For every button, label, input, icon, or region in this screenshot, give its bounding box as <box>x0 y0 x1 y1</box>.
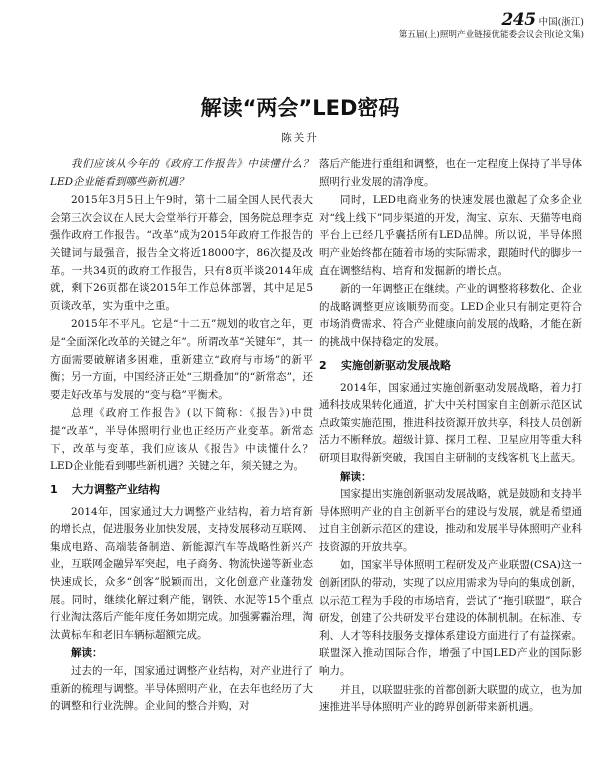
article-author: 陈关升 <box>281 132 319 144</box>
section-title: 实施创新驱动发展战略 <box>341 358 451 372</box>
article-title: 解读“两会”LED密码 <box>200 96 400 120</box>
section-number: 1 <box>50 482 58 496</box>
body-paragraph: 2015年3月5日上午9时，第十二届全国人民代表大会第三次会议在人民大会堂举行开幕会，国务院总理李克强作政府工作报告。“改革”成为2015年政府工作报告的关键词与最强音，报告全文将近18000字，86次提及改革。一共34页的政府工作报告，只有8页半谈2014年成就，剩下26页都在谈2015年工作总体部署，其中足足5页谈改革，实为重中之重。 <box>50 194 313 312</box>
body-paragraph: 并且，以联盟驻张的首都创新大联盟的成立，也为加速推进半导体照明产业的跨界创新带来新机遇。 <box>319 683 582 714</box>
body-paragraph: 2015年不平凡。它是“十二五”规划的收官之年，更是“全面深化改革的关键之年”。所谓改革“关键年”，其一方面需要破解诸多困难，重新建立“政府与市场”的新平衡；另一方面，中国经济正处“三期叠加”的“新常态”，还要走好改革与发展的“变与稳”平衡术。 <box>50 318 313 401</box>
body-paragraph: 总理《政府工作报告》(以下简称：《报告》)中贯提“改革”，半导体照明行业也正经历产业变革。新常态下，改革与变革，我们应该从《报告》中读懂什么？LED企业能看到哪些新机遇？关键之年，须关键之为。 <box>50 407 313 473</box>
page-number: 245 <box>501 10 536 30</box>
body-paragraph: 国家提出实施创新驱动发展战略，就是鼓励和支持半导体照明产业的自主创新平台的建设与发展，就是希望通过自主创新示范区的建设，推动和发展半导体照明产业科技资源的开放共享。 <box>319 488 582 553</box>
jiedu-label: 解读： <box>340 470 372 483</box>
intro-paragraph: 我们应该从今年的《政府工作报告》中读懂什么？LED企业能看到哪些新机遇？ <box>50 158 313 188</box>
body-paragraph: 过去的一年，国家通过调整产业结构，对产业进行了重新的梳理与调整。半导体照明产业，在去年也经历了大的调整和行业洗牌。企业间的整合并购，对 <box>50 665 313 713</box>
body-paragraph: 2014年，国家通过大力调整产业结构，着力培育新的增长点，促进服务业加快发展，支持发展移动互联网、集成电路、高端装备制造、新能源汽车等战略性新兴产业，互联网金融异军突起，电子商务、物流快递等新业态快速成长，众多“创客”脱颖而出，文化创意产业蓬勃发展。同时，继续化解过剩产能，钢铁、水泥等15个重点行业淘汰落后产能年度任务如期完成。加强雾霾治理，淘汰黄标车和老旧车辆标超额完成。 <box>50 505 313 641</box>
body-paragraph: 新的一年调整正在继续。产业的调整将移数化、企业的战略调整更应该顺势而变。LED企业只有制定更符合市场消费需求、符合产业健康向前发展的战略，才能在新的挑战中保持稳定的发展。 <box>319 283 582 348</box>
body-paragraph: 2014年，国家通过实施创新驱动发展战略，着力打通科技成果转化通道，扩大中关村国家自主创新示范区试点政策实施范围，推进科技资源开放共享，科技人员创新活力不断释放。超级计算、探月工程、卫星应用等重大科研项目取得新突破，我国自主研制的支线客机飞上蓝天。 <box>319 381 582 464</box>
jiedu-label: 解读： <box>71 647 103 660</box>
section-title: 大力调整产业结构 <box>72 482 160 496</box>
left-column <box>50 156 313 717</box>
section-number: 2 <box>319 358 327 372</box>
section-heading-2 <box>319 358 582 374</box>
body-paragraph: 落后产能进行重组和调整，也在一定程度上保持了半导体照明行业发展的清净度。 <box>319 158 582 188</box>
header-province: 中国(浙江) <box>538 17 584 28</box>
header-series-title: 第五届(上)照明产业链接优能委会议会刊(论文集) <box>398 30 584 40</box>
body-paragraph: 如，国家半导体照明工程研发及产业联盟(CSA)这一创新团队的带动，实现了以应用需求为导向的集成创新，以示范工程为手段的市场培育，尝试了“拖引联盟”，联合研发，创建了公共研发平台建设的体制机制。在标准、专利、人才等科技服务支撑体系建设方面进行了有益探索。联盟深入推动国际合作，增强了中国LED产业的国际影响力。 <box>319 559 582 678</box>
body-paragraph: 同时，LED电商业务的快速发展也激起了众多企业对“线上线下”同步渠道的开发，淘宝、京东、天猫等电商平台上已经几乎囊括所有LED品牌。所以说，半导体照明产业始终都在随着市场的实际需求，跟随时代的脚步一直在调整结构、培育和发掘新的增长点。 <box>319 194 582 277</box>
right-column <box>319 156 582 718</box>
header-line-1 <box>284 10 584 30</box>
section-heading-1 <box>50 482 313 498</box>
page-header <box>284 10 584 41</box>
